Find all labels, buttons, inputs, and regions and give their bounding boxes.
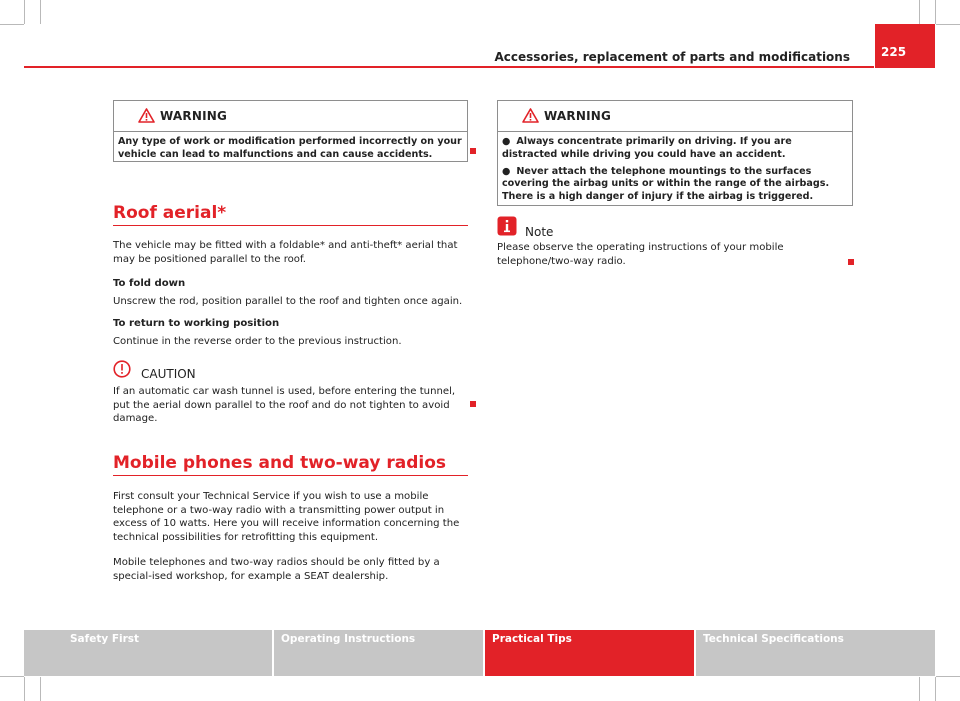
exclamation-circle-icon <box>113 360 131 378</box>
footer-tab-label: Practical Tips <box>492 633 572 645</box>
warning-title: WARNING <box>544 109 612 123</box>
crop-mark <box>936 24 960 25</box>
footer-tab-label: Technical Specifications <box>703 633 844 645</box>
warning-bullet-text: Always concentrate primarily on driving. If you are distracted while driving you could have an accident. <box>502 136 792 160</box>
crop-mark <box>40 0 41 24</box>
warning-bullet-text: Never attach the telephone mountings to the surfaces covering the airbag units or within the range of the airbags. There is a high danger of injury if the airbag is triggered. <box>502 165 830 203</box>
section-rule <box>113 475 468 476</box>
roof-aerial-intro: The vehicle may be fitted with a foldable* and anti-theft* aerial that may be positioned parallel to the roof. <box>113 240 458 265</box>
crop-mark <box>935 677 936 701</box>
crop-mark <box>0 676 24 677</box>
warning-box <box>113 100 468 162</box>
warning-triangle-icon <box>138 108 155 123</box>
warning-box <box>497 100 853 206</box>
note-text: Please observe the operating instructions of your mobile telephone/two-way radio. <box>497 242 784 267</box>
crop-mark <box>40 677 41 701</box>
crop-mark <box>24 677 25 701</box>
return-position-title: To return to working position <box>113 318 280 329</box>
caution-title: CAUTION <box>141 367 196 381</box>
page-number: 225 <box>875 24 935 68</box>
warning-header <box>498 101 852 132</box>
fold-down-title: To fold down <box>113 278 186 289</box>
warning-title: WARNING <box>160 109 228 123</box>
crop-mark <box>919 0 920 24</box>
footer-tab-label: Safety First <box>70 633 140 645</box>
page-header-title: Accessories, replacement of parts and modifications <box>494 50 850 64</box>
crop-mark <box>936 676 960 677</box>
footer-tab-label: Operating Instructions <box>281 633 416 645</box>
return-position-text: Continue in the reverse order to the previous instruction. <box>113 336 402 347</box>
bullet-icon: ● <box>502 165 511 177</box>
red-square-icon <box>848 259 854 265</box>
note-title: Note <box>525 225 554 239</box>
section-heading-mobile-phones: Mobile phones and two-way radios <box>113 453 447 473</box>
section-heading-roof-aerial: Roof aerial* <box>113 203 227 223</box>
header-rule <box>24 66 874 68</box>
footer-tab-safety-first[interactable] <box>24 630 272 676</box>
warning-header <box>114 101 467 132</box>
caution-text: If an automatic car wash tunnel is used, before entering the tunnel, put the aerial down parallel to the roof and do not tighten to avoid damage. <box>113 386 456 424</box>
section-rule <box>113 225 468 226</box>
note-info-icon <box>497 216 517 236</box>
footer-tab-technical-specifications[interactable] <box>696 630 935 676</box>
warning-bullet-item <box>502 166 848 204</box>
warning-bullet-item <box>502 136 848 162</box>
crop-mark <box>919 677 920 701</box>
bullet-icon: ● <box>502 136 511 147</box>
footer-tab-operating-instructions[interactable] <box>274 630 483 676</box>
crop-mark <box>0 24 24 25</box>
warning-text: Any type of work or modification performed incorrectly on your vehicle can lead to malfunctions and can cause accidents. <box>118 136 462 160</box>
mobile-paragraph-1: First consult your Technical Service if you wish to use a mobile telephone or a two-way radio with a transmitting power output in excess of 10 watts. Here you will receive information concerning the technical possibilities for retrofitting this equipment. <box>113 491 460 543</box>
crop-mark <box>24 0 25 24</box>
red-square-icon <box>470 148 476 154</box>
mobile-paragraph-2: Mobile telephones and two-way radios should be only fitted by a special-ised workshop, for example a SEAT dealership. <box>113 557 440 582</box>
footer-tab-practical-tips[interactable] <box>485 630 694 676</box>
crop-mark <box>935 0 936 24</box>
fold-down-text: Unscrew the rod, position parallel to the roof and tighten once again. <box>113 296 463 307</box>
red-square-icon <box>470 401 476 407</box>
warning-triangle-icon <box>522 108 539 123</box>
